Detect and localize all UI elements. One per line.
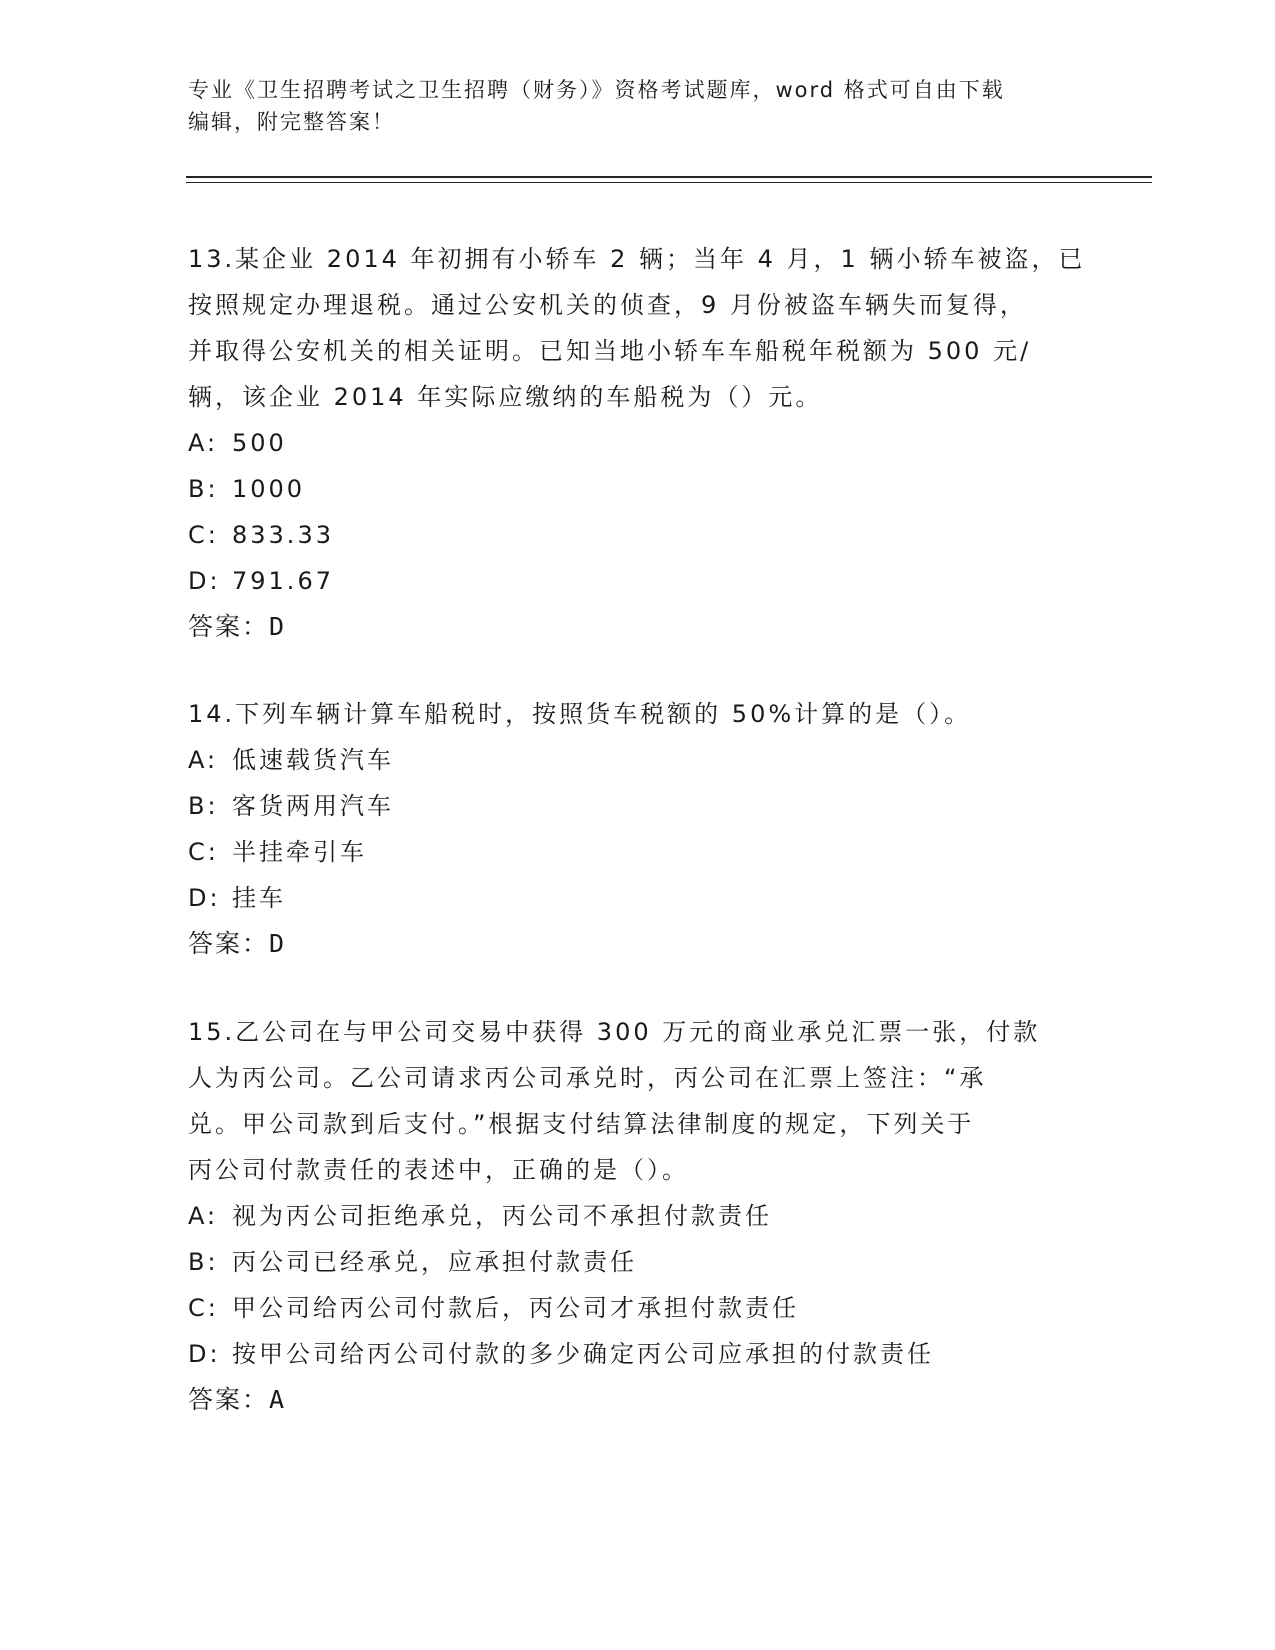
option-text: 半挂牵引车 [232, 838, 367, 866]
option-key: B: [188, 792, 219, 820]
option-text: 客货两用汽车 [232, 792, 394, 820]
question-14 [188, 691, 1088, 967]
option-a [188, 420, 1088, 466]
option-key: C: [188, 838, 219, 866]
option-key: D: [188, 567, 221, 595]
option-text: 791.67 [232, 567, 334, 595]
question-stem-line: 辆，该企业 2014 年实际应缴纳的车船税为（）元。 [188, 383, 823, 411]
option-key: C: [188, 521, 219, 549]
question-stem-line: 兑。甲公司款到后支付。”根据支付结算法律制度的规定，下列关于 [188, 1110, 975, 1138]
question-stem-line: 丙公司付款责任的表述中，正确的是（）。 [188, 1156, 689, 1184]
option-key: A: [188, 1202, 219, 1230]
option-d [188, 875, 1088, 921]
option-text: 低速载货汽车 [232, 746, 394, 774]
option-key: D: [188, 884, 221, 912]
option-a [188, 1193, 1088, 1239]
option-b [188, 466, 1088, 512]
question-stem-line: 按照规定办理退税。通过公安机关的侦查，9 月份被盗车辆失而复得， [188, 291, 1027, 319]
option-key: D: [188, 1340, 221, 1368]
question-stem-line: 13.某企业 2014 年初拥有小轿车 2 辆；当年 4 月，1 辆小轿车被盗，已 [188, 245, 1086, 273]
header-divider-thin [186, 182, 1152, 183]
option-key: A: [188, 746, 219, 774]
question-stem-line: 人为丙公司。乙公司请求丙公司承兑时，丙公司在汇票上签注：“承 [188, 1064, 987, 1092]
option-key: A: [188, 429, 219, 457]
option-a [188, 737, 1088, 783]
option-c [188, 829, 1088, 875]
option-text: 甲公司给丙公司付款后，丙公司才承担付款责任 [232, 1294, 799, 1322]
question-13 [188, 236, 1088, 650]
option-text: 按甲公司给丙公司付款的多少确定丙公司应承担的付款责任 [232, 1340, 934, 1368]
option-b [188, 1239, 1088, 1285]
option-c [188, 512, 1088, 558]
option-text: 500 [232, 429, 287, 457]
option-d [188, 558, 1088, 604]
header-divider [186, 176, 1152, 178]
option-text: 挂车 [232, 884, 286, 912]
page-header [188, 74, 1088, 138]
header-line-2: 编辑，附完整答案！ [188, 110, 395, 134]
option-key: C: [188, 1294, 219, 1322]
question-stem-line: 15.乙公司在与甲公司交易中获得 300 万元的商业承兑汇票一张，付款 [188, 1018, 1041, 1046]
option-text: 1000 [232, 475, 306, 503]
option-text: 视为丙公司拒绝承兑，丙公司不承担付款责任 [232, 1202, 772, 1230]
header-line-1: 专业《卫生招聘考试之卫生招聘（财务）》资格考试题库，word 格式可自由下载 [188, 78, 1005, 102]
option-d [188, 1331, 1088, 1377]
question-15 [188, 1009, 1088, 1423]
option-key: B: [188, 475, 219, 503]
question-stem-line: 14.下列车辆计算车船税时，按照货车税额的 50%计算的是（）。 [188, 700, 972, 728]
answer-line: 答案：D [188, 929, 287, 958]
option-c [188, 1285, 1088, 1331]
question-stem-line: 并取得公安机关的相关证明。已知当地小轿车车船税年税额为 500 元/ [188, 337, 1032, 365]
option-text: 丙公司已经承兑，应承担付款责任 [232, 1248, 637, 1276]
answer-line: 答案：D [188, 612, 287, 641]
option-text: 833.33 [232, 521, 334, 549]
answer-line: 答案：A [188, 1385, 287, 1414]
option-b [188, 783, 1088, 829]
option-key: B: [188, 1248, 219, 1276]
